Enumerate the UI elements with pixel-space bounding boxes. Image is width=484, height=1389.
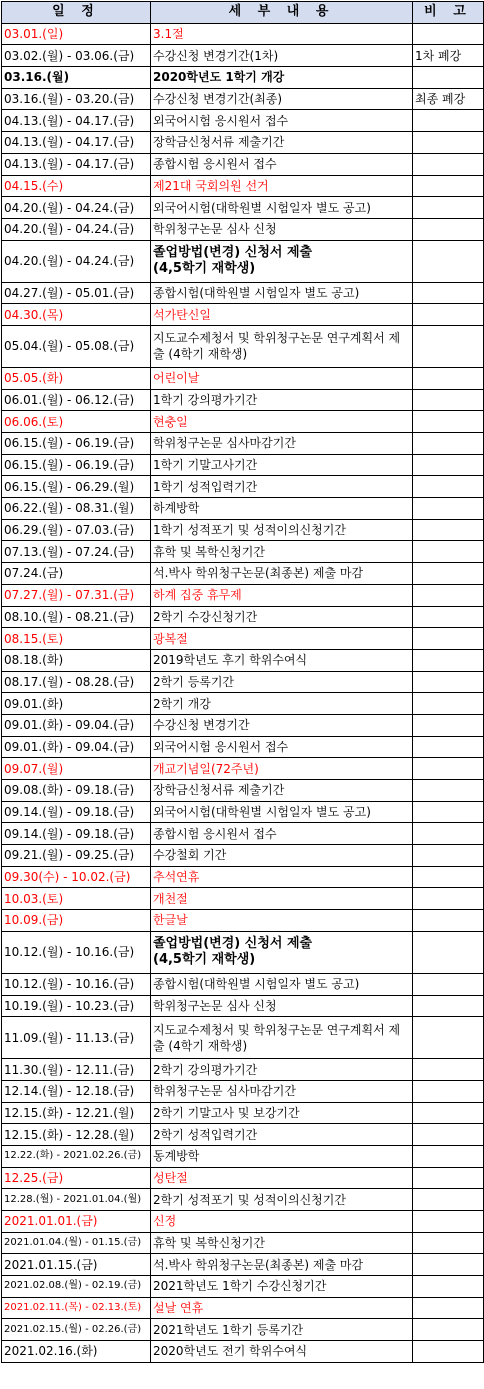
row-date: 03.02.(월) - 03.06.(금) bbox=[2, 45, 151, 67]
table-row bbox=[2, 23, 484, 45]
row-detail: 학위청구논문 심사 신청 bbox=[151, 218, 413, 240]
row-date: 12.28.(월) - 2021.01.04.(월) bbox=[2, 1189, 151, 1211]
table-row bbox=[2, 1059, 484, 1081]
row-note bbox=[413, 197, 484, 219]
row-note bbox=[413, 110, 484, 132]
row-date: 03.01.(일) bbox=[2, 23, 151, 45]
row-date: 10.03.(토) bbox=[2, 888, 151, 910]
row-detail: 2021학년도 1학기 수강신청기간 bbox=[151, 1276, 413, 1298]
row-note bbox=[413, 367, 484, 389]
table-row bbox=[2, 218, 484, 240]
row-date: 2021.02.16.(화) bbox=[2, 1341, 151, 1363]
row-detail: 수강신청 변경기간 bbox=[151, 714, 413, 736]
row-date: 10.12.(월) - 10.16.(금) bbox=[2, 931, 151, 973]
table-row bbox=[2, 433, 484, 455]
row-detail: 2020학년도 전기 학위수여식 bbox=[151, 1341, 413, 1363]
row-date: 09.14.(월) - 09.18.(금) bbox=[2, 801, 151, 823]
row-note bbox=[413, 411, 484, 433]
row-detail: 2학기 개강 bbox=[151, 693, 413, 715]
row-note bbox=[413, 1232, 484, 1254]
row-detail: 추석연휴 bbox=[151, 866, 413, 888]
row-detail: 광복절 bbox=[151, 628, 413, 650]
header-note: 비 고 bbox=[413, 2, 484, 24]
row-date: 04.20.(월) - 04.24.(금) bbox=[2, 218, 151, 240]
row-date: 2021.02.11.(목) - 02.13.(토) bbox=[2, 1297, 151, 1319]
row-detail: 휴학 및 복학신청기간 bbox=[151, 1232, 413, 1254]
row-note bbox=[413, 175, 484, 197]
row-date: 08.18.(화) bbox=[2, 649, 151, 671]
row-detail: 어린이날 bbox=[151, 367, 413, 389]
row-note bbox=[413, 714, 484, 736]
row-note bbox=[413, 476, 484, 498]
table-row bbox=[2, 736, 484, 758]
table-row bbox=[2, 1297, 484, 1319]
row-date: 10.12.(월) - 10.16.(금) bbox=[2, 973, 151, 995]
row-date: 12.15.(화) - 12.21.(월) bbox=[2, 1102, 151, 1124]
row-note bbox=[413, 736, 484, 758]
row-note: 최종 폐강 bbox=[413, 88, 484, 110]
header-row bbox=[2, 2, 484, 24]
row-date: 08.10.(월) - 08.21.(금) bbox=[2, 606, 151, 628]
row-detail: 1학기 성적입력기간 bbox=[151, 476, 413, 498]
row-note bbox=[413, 1189, 484, 1211]
row-date: 10.19.(월) - 10.23.(금) bbox=[2, 995, 151, 1017]
row-note bbox=[413, 628, 484, 650]
table-row bbox=[2, 389, 484, 411]
row-note bbox=[413, 1102, 484, 1124]
row-date: 2021.01.01.(금) bbox=[2, 1211, 151, 1233]
row-note bbox=[413, 454, 484, 476]
table-row bbox=[2, 801, 484, 823]
table-row bbox=[2, 823, 484, 845]
table-row bbox=[2, 758, 484, 780]
row-note bbox=[413, 240, 484, 282]
row-date: 07.13.(월) - 07.24.(금) bbox=[2, 541, 151, 563]
row-date: 09.14.(월) - 09.18.(금) bbox=[2, 823, 151, 845]
row-note bbox=[413, 541, 484, 563]
table-row bbox=[2, 367, 484, 389]
row-date: 10.09.(금) bbox=[2, 910, 151, 932]
row-date: 09.08.(화) - 09.18.(금) bbox=[2, 780, 151, 802]
row-note bbox=[413, 780, 484, 802]
row-date: 04.27.(월) - 05.01.(금) bbox=[2, 282, 151, 304]
table-row bbox=[2, 476, 484, 498]
table-row bbox=[2, 132, 484, 154]
row-note: 1차 폐강 bbox=[413, 45, 484, 67]
row-detail: 지도교수제청서 및 학위청구논문 연구계획서 제출 (4학기 재학생) bbox=[151, 1017, 413, 1059]
row-detail: 2학기 성적포기 및 성적이의신청기간 bbox=[151, 1189, 413, 1211]
table-row bbox=[2, 1232, 484, 1254]
row-date: 2021.02.15.(월) - 02.26.(금) bbox=[2, 1319, 151, 1341]
row-note bbox=[413, 132, 484, 154]
row-note bbox=[413, 218, 484, 240]
row-detail: 2학기 수강신청기간 bbox=[151, 606, 413, 628]
table-row bbox=[2, 1189, 484, 1211]
table-row bbox=[2, 1319, 484, 1341]
row-note bbox=[413, 758, 484, 780]
table-row bbox=[2, 110, 484, 132]
row-detail: 동계방학 bbox=[151, 1145, 413, 1167]
row-note bbox=[413, 1297, 484, 1319]
row-note bbox=[413, 282, 484, 304]
table-row bbox=[2, 584, 484, 606]
row-date: 09.01.(화) bbox=[2, 693, 151, 715]
row-note bbox=[413, 1059, 484, 1081]
row-detail: 장학금신청서류 제출기간 bbox=[151, 132, 413, 154]
table-row bbox=[2, 1211, 484, 1233]
row-note bbox=[413, 845, 484, 867]
row-date: 04.13.(월) - 04.17.(금) bbox=[2, 110, 151, 132]
row-note bbox=[413, 67, 484, 89]
row-detail: 개천절 bbox=[151, 888, 413, 910]
row-detail: 종합시험 응시원서 접수 bbox=[151, 823, 413, 845]
row-note bbox=[413, 931, 484, 973]
header-date: 일 정 bbox=[2, 2, 151, 24]
row-date: 2021.01.15.(금) bbox=[2, 1254, 151, 1276]
table-row bbox=[2, 197, 484, 219]
row-note bbox=[413, 563, 484, 585]
table-row bbox=[2, 304, 484, 326]
header-detail: 세 부 내 용 bbox=[151, 2, 413, 24]
row-detail: 학위청구논문 심사마감기간 bbox=[151, 433, 413, 455]
row-detail: 2학기 강의평가기간 bbox=[151, 1059, 413, 1081]
row-note bbox=[413, 153, 484, 175]
row-date: 08.17.(월) - 08.28.(금) bbox=[2, 671, 151, 693]
row-note bbox=[413, 973, 484, 995]
row-note bbox=[413, 995, 484, 1017]
row-date: 12.14.(월) - 12.18.(금) bbox=[2, 1080, 151, 1102]
table-row bbox=[2, 411, 484, 433]
table-row bbox=[2, 995, 484, 1017]
row-note bbox=[413, 498, 484, 520]
row-note bbox=[413, 519, 484, 541]
row-date: 09.07.(월) bbox=[2, 758, 151, 780]
row-detail: 외국어시험 응시원서 접수 bbox=[151, 110, 413, 132]
row-date: 06.15.(월) - 06.19.(금) bbox=[2, 433, 151, 455]
table-row bbox=[2, 175, 484, 197]
table-row bbox=[2, 1080, 484, 1102]
table-row bbox=[2, 649, 484, 671]
table-row bbox=[2, 563, 484, 585]
row-detail: 1학기 성적포기 및 성적이의신청기간 bbox=[151, 519, 413, 541]
row-detail: 설날 연휴 bbox=[151, 1297, 413, 1319]
row-detail: 2학기 성적입력기간 bbox=[151, 1124, 413, 1146]
row-note bbox=[413, 1319, 484, 1341]
table-row bbox=[2, 628, 484, 650]
row-date: 09.01.(화) - 09.04.(금) bbox=[2, 714, 151, 736]
row-date: 12.15.(화) - 12.28.(월) bbox=[2, 1124, 151, 1146]
row-detail: 2020학년도 1학기 개강 bbox=[151, 67, 413, 89]
row-note bbox=[413, 823, 484, 845]
table-row bbox=[2, 454, 484, 476]
table-row bbox=[2, 1341, 484, 1363]
row-note bbox=[413, 671, 484, 693]
table-row bbox=[2, 88, 484, 110]
table-row bbox=[2, 845, 484, 867]
row-date: 04.13.(월) - 04.17.(금) bbox=[2, 132, 151, 154]
row-note bbox=[413, 433, 484, 455]
row-detail: 하계 집중 휴무제 bbox=[151, 584, 413, 606]
row-note bbox=[413, 1341, 484, 1363]
row-detail: 3.1절 bbox=[151, 23, 413, 45]
row-note bbox=[413, 1017, 484, 1059]
row-note bbox=[413, 606, 484, 628]
row-detail: 종합시험(대학원별 시험일자 별도 공고) bbox=[151, 973, 413, 995]
row-date: 07.24.(금) bbox=[2, 563, 151, 585]
row-date: 11.30.(월) - 12.11.(금) bbox=[2, 1059, 151, 1081]
table-row bbox=[2, 1102, 484, 1124]
row-detail: 제21대 국회의원 선거 bbox=[151, 175, 413, 197]
row-date: 08.15.(토) bbox=[2, 628, 151, 650]
table-row bbox=[2, 866, 484, 888]
row-date: 04.20.(월) - 04.24.(금) bbox=[2, 240, 151, 282]
schedule-table bbox=[1, 1, 484, 1363]
table-row bbox=[2, 282, 484, 304]
row-date: 2021.02.08.(월) - 02.19.(금) bbox=[2, 1276, 151, 1298]
row-date: 03.16.(월) bbox=[2, 67, 151, 89]
row-detail: 졸업방법(변경) 신청서 제출 (4,5학기 재학생) bbox=[151, 240, 413, 282]
row-note bbox=[413, 693, 484, 715]
row-note bbox=[413, 304, 484, 326]
row-date: 04.30.(목) bbox=[2, 304, 151, 326]
row-detail: 개교기념일(72주년) bbox=[151, 758, 413, 780]
row-detail: 장학금신청서류 제출기간 bbox=[151, 780, 413, 802]
row-note bbox=[413, 1080, 484, 1102]
row-detail: 2019학년도 후기 학위수여식 bbox=[151, 649, 413, 671]
row-date: 06.15.(월) - 06.19.(금) bbox=[2, 454, 151, 476]
table-row bbox=[2, 240, 484, 282]
row-detail: 학위청구논문 심사 신청 bbox=[151, 995, 413, 1017]
row-date: 05.04.(월) - 05.08.(금) bbox=[2, 325, 151, 367]
row-note bbox=[413, 325, 484, 367]
row-detail: 신정 bbox=[151, 1211, 413, 1233]
table-row bbox=[2, 606, 484, 628]
row-note bbox=[413, 584, 484, 606]
row-date: 09.01.(화) - 09.04.(금) bbox=[2, 736, 151, 758]
table-row bbox=[2, 1145, 484, 1167]
row-detail: 성탄절 bbox=[151, 1167, 413, 1189]
row-detail: 2학기 기말고사 및 보강기간 bbox=[151, 1102, 413, 1124]
table-row bbox=[2, 541, 484, 563]
row-note bbox=[413, 23, 484, 45]
row-date: 04.20.(월) - 04.24.(금) bbox=[2, 197, 151, 219]
table-row bbox=[2, 498, 484, 520]
row-detail: 휴학 및 복학신청기간 bbox=[151, 541, 413, 563]
row-date: 03.16.(월) - 03.20.(금) bbox=[2, 88, 151, 110]
row-note bbox=[413, 1124, 484, 1146]
row-date: 06.01.(월) - 06.12.(금) bbox=[2, 389, 151, 411]
row-detail: 석.박사 학위청구논문(최종본) 제출 마감 bbox=[151, 1254, 413, 1276]
row-detail: 한글날 bbox=[151, 910, 413, 932]
table-row bbox=[2, 1276, 484, 1298]
row-detail: 1학기 강의평가기간 bbox=[151, 389, 413, 411]
row-date: 2021.01.04.(월) - 01.15.(금) bbox=[2, 1232, 151, 1254]
table-row bbox=[2, 888, 484, 910]
row-note bbox=[413, 888, 484, 910]
row-detail: 2학기 등록기간 bbox=[151, 671, 413, 693]
table-row bbox=[2, 67, 484, 89]
row-detail: 석.박사 학위청구논문(최종본) 제출 마감 bbox=[151, 563, 413, 585]
row-date: 06.29.(월) - 07.03.(금) bbox=[2, 519, 151, 541]
row-note bbox=[413, 801, 484, 823]
row-note bbox=[413, 1254, 484, 1276]
row-detail: 외국어시험(대학원별 시험일자 별도 공고) bbox=[151, 801, 413, 823]
table-row bbox=[2, 153, 484, 175]
row-date: 04.13.(월) - 04.17.(금) bbox=[2, 153, 151, 175]
row-date: 06.22.(월) - 08.31.(월) bbox=[2, 498, 151, 520]
row-note bbox=[413, 1167, 484, 1189]
row-note bbox=[413, 649, 484, 671]
table-row bbox=[2, 1167, 484, 1189]
row-date: 05.05.(화) bbox=[2, 367, 151, 389]
academic-calendar-sheet bbox=[1, 1, 483, 1363]
row-date: 09.30(수) - 10.02.(금) bbox=[2, 866, 151, 888]
table-row bbox=[2, 693, 484, 715]
table-row bbox=[2, 519, 484, 541]
row-date: 09.21.(월) - 09.25.(금) bbox=[2, 845, 151, 867]
row-detail: 수강철회 기간 bbox=[151, 845, 413, 867]
row-note bbox=[413, 910, 484, 932]
row-detail: 1학기 기말고사기간 bbox=[151, 454, 413, 476]
row-detail: 현충일 bbox=[151, 411, 413, 433]
table-row bbox=[2, 671, 484, 693]
row-detail: 종합시험(대학원별 시험일자 별도 공고) bbox=[151, 282, 413, 304]
table-row bbox=[2, 325, 484, 367]
row-date: 12.22.(화) - 2021.02.26.(금) bbox=[2, 1145, 151, 1167]
row-detail: 지도교수제청서 및 학위청구논문 연구계획서 제출 (4학기 재학생) bbox=[151, 325, 413, 367]
row-date: 11.09.(월) - 11.13.(금) bbox=[2, 1017, 151, 1059]
row-detail: 석가탄신일 bbox=[151, 304, 413, 326]
row-note bbox=[413, 1276, 484, 1298]
table-row bbox=[2, 1254, 484, 1276]
table-row bbox=[2, 1124, 484, 1146]
row-detail: 수강신청 변경기간(최종) bbox=[151, 88, 413, 110]
row-date: 07.27.(월) - 07.31.(금) bbox=[2, 584, 151, 606]
row-date: 12.25.(금) bbox=[2, 1167, 151, 1189]
row-detail: 외국어시험 응시원서 접수 bbox=[151, 736, 413, 758]
row-note bbox=[413, 389, 484, 411]
table-row bbox=[2, 910, 484, 932]
row-detail: 수강신청 변경기간(1차) bbox=[151, 45, 413, 67]
row-detail: 외국어시험(대학원별 시험일자 별도 공고) bbox=[151, 197, 413, 219]
row-detail: 2021학년도 1학기 등록기간 bbox=[151, 1319, 413, 1341]
row-date: 06.06.(토) bbox=[2, 411, 151, 433]
row-detail: 종합시험 응시원서 접수 bbox=[151, 153, 413, 175]
table-row bbox=[2, 1017, 484, 1059]
row-date: 06.15.(월) - 06.29.(월) bbox=[2, 476, 151, 498]
row-note bbox=[413, 866, 484, 888]
table-row bbox=[2, 45, 484, 67]
table-row bbox=[2, 973, 484, 995]
table-row bbox=[2, 780, 484, 802]
row-detail: 하계방학 bbox=[151, 498, 413, 520]
row-detail: 학위청구논문 심사마감기간 bbox=[151, 1080, 413, 1102]
row-date: 04.15.(수) bbox=[2, 175, 151, 197]
row-note bbox=[413, 1211, 484, 1233]
table-row bbox=[2, 931, 484, 973]
row-note bbox=[413, 1145, 484, 1167]
row-detail: 졸업방법(변경) 신청서 제출 (4,5학기 재학생) bbox=[151, 931, 413, 973]
table-row bbox=[2, 714, 484, 736]
